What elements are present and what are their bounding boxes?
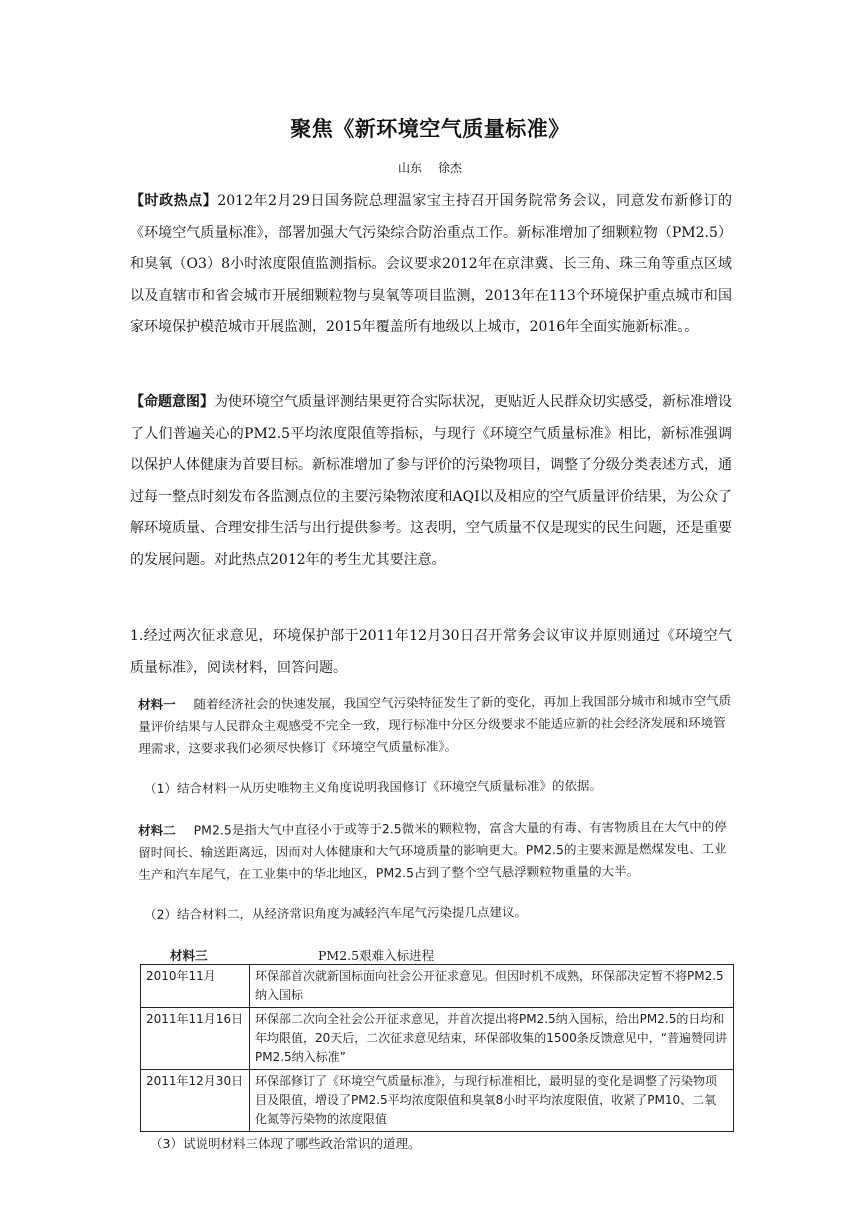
- table-row: [141, 1070, 734, 1132]
- author-name: 徐杰: [438, 161, 463, 175]
- hotspot-text: 2012年2月29日国务院总理温家宝主持召开国务院常务会议，同意发布新修订的《环境空气质量标准》，部署加强大气污染综合防治重点工作。新标准增加了细颗粒物（PM2.5）和臭氧（O3）8小时浓度限值监测指标。会议要求2012年在京津冀、长三角、珠三角等重点区域以及直辖市和省会城市开展细颗粒物与臭氧等项目监测，2013年在113个环境保护重点城市和国家环境保护模范城市开展监测，2015年覆盖所有地级以上城市，2016年全面实施新标准。。: [130, 193, 733, 335]
- row-date: 2011年12月30日: [141, 1070, 250, 1132]
- material-3-header: [170, 946, 730, 966]
- material-2-text: PM2.5是指大气中直径小于或等于2.5微米的颗粒物，富含大量的有毒、有害物质且在大气中的停留时间长、输送距离远，因而对人体健康和大气环境质量的影响更大。PM2.5的主要来源是燃煤发电、工业生产和汽车尾气，在工业集中的华北地区，PM2.5占到了整个空气悬浮颗粒物重量的大半。: [138, 818, 727, 882]
- article-title: 聚焦《新环境空气质量标准》: [290, 117, 570, 141]
- table-row: [141, 965, 734, 1008]
- author-region: 山东: [397, 161, 422, 175]
- intent-text: 为使环境空气质量评测结果更符合实际状况，更贴近人民群众切实感受，新标准增设了人们普遍关心的PM2.5平均浓度限值等指标，与现行《环境空气质量标准》相比，新标准强调以保护人体健康为首要目标。新标准增加了参与评价的污染物项目，调整了分级分类表述方式，通过每一整点时刻发布各监测点位的主要污染物浓度和AQI以及相应的空气质量评价结果，为公众了解环境质量、合理安排生活与出行提供参考。这表明，空气质量不仅是现实的民生问题，还是重要的发展问题。对此热点2012年的考生尤其要注意。: [130, 394, 732, 568]
- question-1: 1.经过两次征求意见，环境保护部于2011年12月30日召开常务会议审议并原则通过《环境空气质量标准》，阅读材料，回答问题。: [130, 628, 732, 676]
- author-line: [0, 159, 860, 176]
- intent-paragraph: [130, 387, 732, 576]
- material-1-question: （1）结合材料一从历史唯物主义角度说明我国修订《环境空气质量标准》的依据。: [144, 777, 603, 796]
- material-1: [138, 690, 734, 760]
- material-3-label: 材料三: [170, 948, 208, 963]
- hotspot-paragraph: [130, 186, 732, 344]
- material-2-question: （2）结合材料二，从经济常识角度为减轻汽车尾气污染提几点建议。: [144, 904, 528, 922]
- table-row: [141, 1008, 734, 1070]
- intent-tag: 【命题意图】: [130, 394, 214, 410]
- material-2: [138, 816, 734, 886]
- material-3-table-title: PM2.5艰难入标进程: [318, 948, 435, 963]
- row-event: 环保部修订了《环境空气质量标准》，与现行标准相比，最明显的变化是调整了污染物项目及限值，增设了PM2.5平均浓度限值和臭氧8小时平均浓度限值，收紧了PM10、二氧化氮等污染物的浓度限值: [250, 1070, 734, 1132]
- row-event: 环保部二次向全社会公开征求意见，并首次提出将PM2.5纳入国标，给出PM2.5的日均和年均限值，20天后，二次征求意见结束，环保部收集的1500条反馈意见中，“普遍赞同讲PM2.5纳入标准”: [250, 1008, 734, 1070]
- row-date: 2010年11月: [141, 965, 250, 1008]
- material-3-question: （3）试说明材料三体现了哪些政治常识的道理。: [150, 1136, 421, 1151]
- hotspot-tag: 【时政热点】: [130, 193, 218, 209]
- material-1-text: 随着经济社会的快速发展，我国空气污染特征发生了新的变化，再加上我国部分城市和城市空气质量评价结果与人民群众主观感受不完全一致，现行标准中分区分级要求不能适应新的社会经济发展和环境管理需求，这要求我们必须尽快修订《环境空气质量标准》。: [138, 692, 732, 756]
- pm25-timeline-table: [140, 964, 734, 1132]
- row-event: 环保部首次就新国标面向社会公开征求意见。但因时机不成熟，环保部决定暂不将PM2.5纳入国标: [250, 965, 734, 1008]
- material-2-label: 材料二: [138, 822, 176, 838]
- scanned-materials: [130, 690, 740, 1160]
- material-1-label: 材料一: [138, 696, 176, 712]
- row-date: 2011年11月16日: [141, 1008, 250, 1070]
